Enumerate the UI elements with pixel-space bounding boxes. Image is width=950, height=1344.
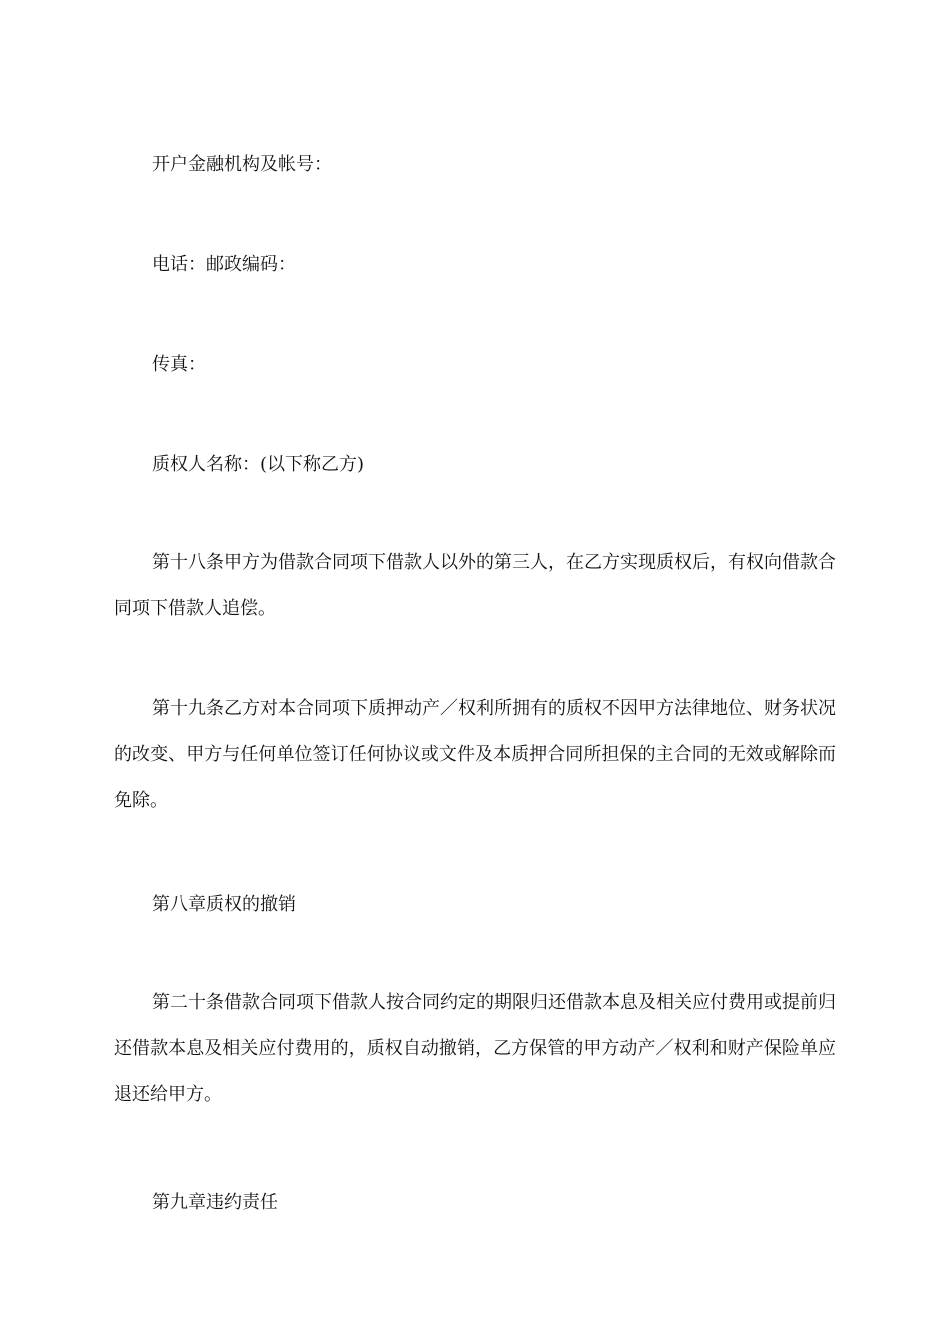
article-19-paragraph: 第十九条乙方对本合同项下质押动产／权利所拥有的质权不因甲方法律地位、财务状况的改变、甲方与任何单位签订任何协议或文件及本质押合同所担保的主合同的无效或解除而免除。 (114, 698, 836, 811)
chapter-9-heading: 第九章违约责任 (152, 1192, 278, 1213)
fax-field-label: 传真： (152, 354, 206, 375)
article-20-paragraph: 第二十条借款合同项下借款人按合同约定的期限归还借款本息及相关应付费用或提前归还借款本息及相关应付费用的，质权自动撤销，乙方保管的甲方动产／权利和财产保险单应退还给甲方。 (114, 992, 836, 1105)
phone-postcode-field-label: 电话：邮政编码： (152, 254, 296, 275)
article-18-paragraph: 第十八条甲方为借款合同项下借款人以外的第三人，在乙方实现质权后，有权向借款合同项下借款人追偿。 (114, 552, 836, 619)
account-bank-field-label: 开户金融机构及帐号： (152, 154, 332, 175)
chapter-8-heading: 第八章质权的撤销 (152, 894, 296, 915)
pledgee-name-field-label: 质权人名称：(以下称乙方) (152, 454, 365, 475)
